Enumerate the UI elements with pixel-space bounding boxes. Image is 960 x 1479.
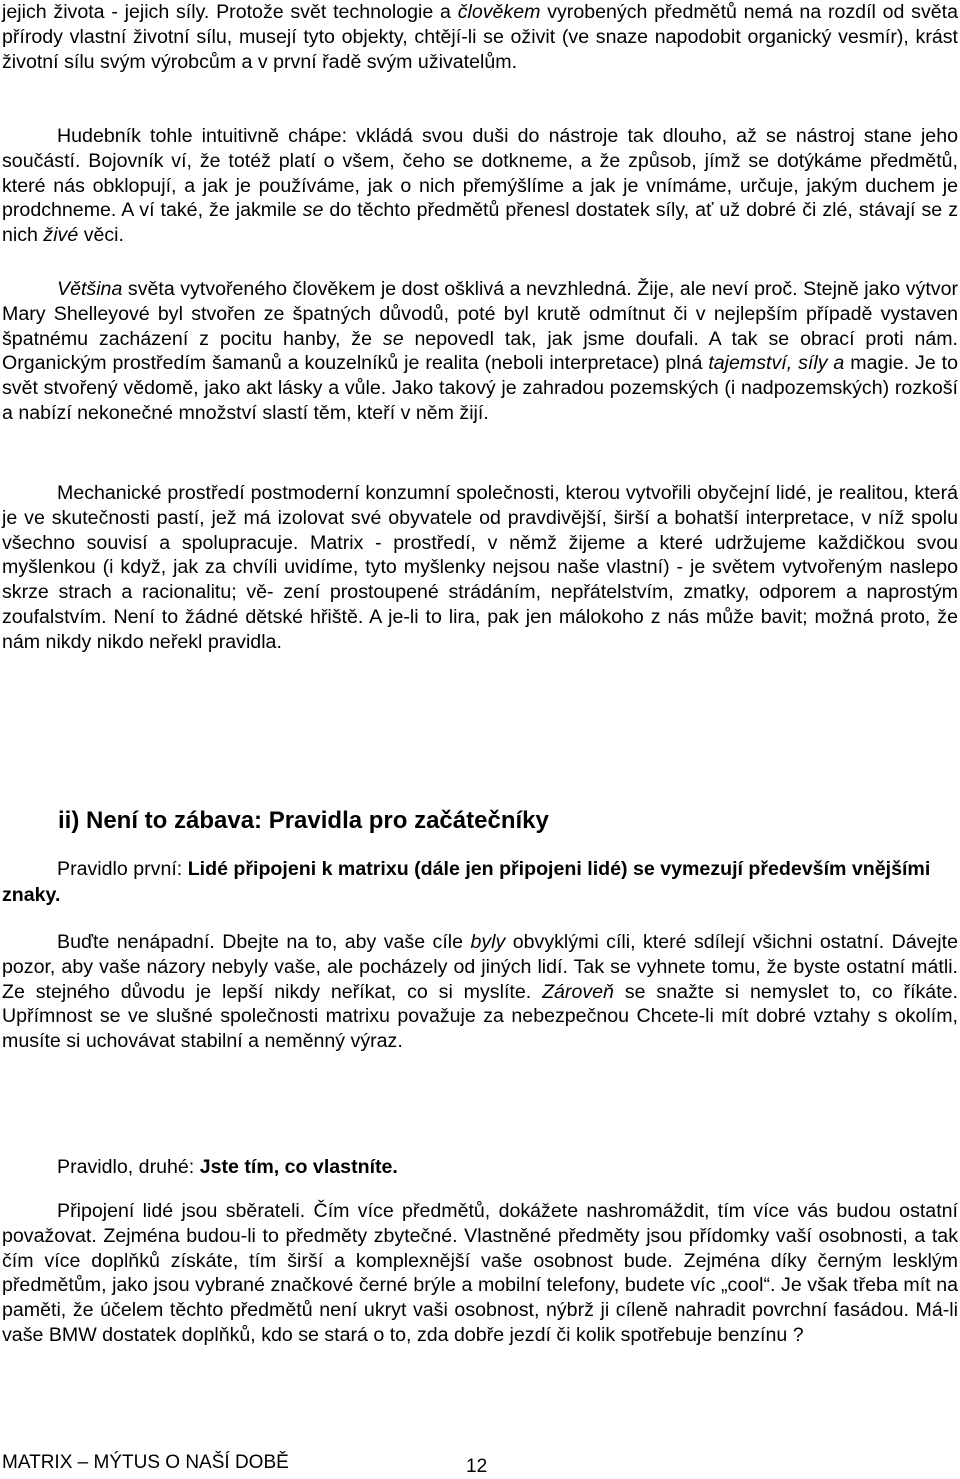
rule-one (2, 856, 958, 908)
text-run: se snažte si nemyslet to, co říkáte. Upřímnost se ve slušné společnosti matrixu považuje za nebezpečnou Chcete-li mít dobré vztahy s okolím, musíte si uchovávat stabilní a neměnný výraz. (2, 980, 958, 1053)
rule-label: Pravidlo první: (57, 858, 188, 880)
paragraph-2 (2, 124, 958, 248)
text-run-italic: člověkem (457, 1, 541, 23)
paragraph-4 (2, 481, 958, 655)
text-run: obvyklými cíli, které sdílejí všichni ostatní. Dávejte pozor, aby vaše názory nebyly vaše, ale pocházely od jiných lidí. Tak se vyhnete tomu, že byste ostatní mátli. Ze stejného důvodu je lepší nikdy neříkat, co si myslíte. (2, 931, 959, 1003)
text-run: vyrobených předmětů nemá na rozdíl od světa přírody vlastní životní sílu, musejí tyto objekty, chtějí-li se oživit (ve snaze napodobit organický vesmír), krást životní sílu svým výrobcům a v první řadě svým uživatelům. (2, 1, 958, 73)
rule-text: Lidé připojeni k matrixu (dále jen připojeni lidé) se vymezují především vnějšími znaky. (2, 858, 931, 906)
text-run-italic: Zároveň (542, 980, 614, 1003)
paragraph-3 (2, 277, 958, 426)
section-heading: ii) Není to zábava: Pravidla pro začátečníky (58, 807, 549, 834)
text-run-italic: Většina (57, 278, 123, 300)
text-run: věci. (78, 224, 124, 247)
text-run: světa vytvořeného člověkem je dost ošklivá a nevzhledná. Žije, ale neví proč. Stejně jako výtvor Mary Shelleyové byl stvořen ze špatných důvodů, poté byl krutě odmítnut či v nejlepším případě vystaven špatnému zacházení z pocitu hanby, že (2, 278, 958, 350)
text-run: do těchto předmětů přenesl dostatek síly, ať už dobré či zlé, stávají se z nich (2, 199, 959, 247)
text-run-italic: živé (43, 224, 79, 247)
paragraph-5 (2, 930, 958, 1054)
rule-two (2, 1154, 958, 1180)
footer-title: MATRIX – MÝTUS O NAŠÍ DOBĚ (2, 1452, 289, 1473)
rule-label: Pravidlo, druhé: (57, 1156, 200, 1178)
text-run: magie. Je to svět stvořený vědomě, jako akt lásky a vůle. Jako takový je zahradou pozemských (i nadpozemských) rozkoší a nabízí nekonečné množství slastí těm, kteří v něm žijí. (2, 352, 959, 424)
text-run: Připojení lidé jsou sběrateli. Čím více předmětů, dokážete nashromáždit, tím více vás budou ostatní považovat. Zejména budou-li to předměty zbytečné. Vlastněné předměty jsou přídomky vaší osobnosti, a tak čím více doplňků získáte, tím širší a komplexnější vaše osobnost bude. Zejména díky černým lesklým předmětům, jako jsou vybrané značkové černé brýle a mobilní telefony, budete víc „cool“. Je však třeba mít na paměti, že účelem těchto předmětů není ukryt vaši osobnost, nýbrž ji cíleně nahradit povrchní fasádou. Má-li vaše BMW dostatek doplňků, kdo se stará o to, zda dobře jezdí či kolik spotřebuje benzínu ? (2, 1200, 958, 1346)
paragraph-1 (2, 0, 958, 74)
text-run-italic: se (382, 327, 404, 350)
text-run-italic: tajemství, síly a (708, 352, 845, 375)
text-run-italic: byly (470, 931, 506, 953)
text-run-italic: se (302, 199, 324, 222)
text-run: jejich života - jejich síly. Protože svět technologie a (2, 1, 458, 23)
rule-text: Jste tím, co vlastníte. (199, 1156, 398, 1178)
page-number: 12 (466, 1456, 488, 1477)
text-run: Hudebník tohle intuitivně chápe: vkládá svou duši do nástroje tak dlouho, až se nástroj stane jeho součástí. Bojovník ví, že totéž platí o všem, čeho se dotkneme, a že způsob, jímž se dotýkáme předmětů, které nás obklopují, a jak je používáme, jak o nich přemýšlíme a jak je vnímáme, určuje, jakým duchem je prodchneme. A ví také, že jakmile (2, 125, 958, 222)
text-run: Mechanické prostředí postmoderní konzumní společnosti, kterou vytvořili obyčejní lidé, je realitou, která je ve skutečnosti pastí, jež má izolovat své obyvatele od pravdivější, širší a bohatší interpretace, v níž spolu všechno souvisí a spolupracuje. Matrix - prostředí, v němž žijeme a které udržujeme každičkou svou myšlenkou (i když, jak za chvíli uvidíme, tyto myšlenky nejsou naše vlastní) - je světem vytvořeným naslepo skrze strach a racionalitu; vě- zení prostoupené strádáním, nepřátelstvím, zmatky, odporem a naprostým zoufalstvím. Není to žádné dětské hřiště. A je-li to lira, pak jen málokoho z nás může bavit; možná proto, že nám nikdy nikdo neřekl pravidla. (2, 482, 958, 653)
paragraph-6 (2, 1199, 958, 1348)
text-run: nepovedl tak, jak jsme doufali. A tak se obrací proti nám. Organickým prostředím šamanů a kouzelníků je realita (neboli interpretace) plná (2, 327, 959, 375)
text-run: Buďte nenápadní. Dbejte na to, aby vaše cíle (57, 931, 471, 953)
